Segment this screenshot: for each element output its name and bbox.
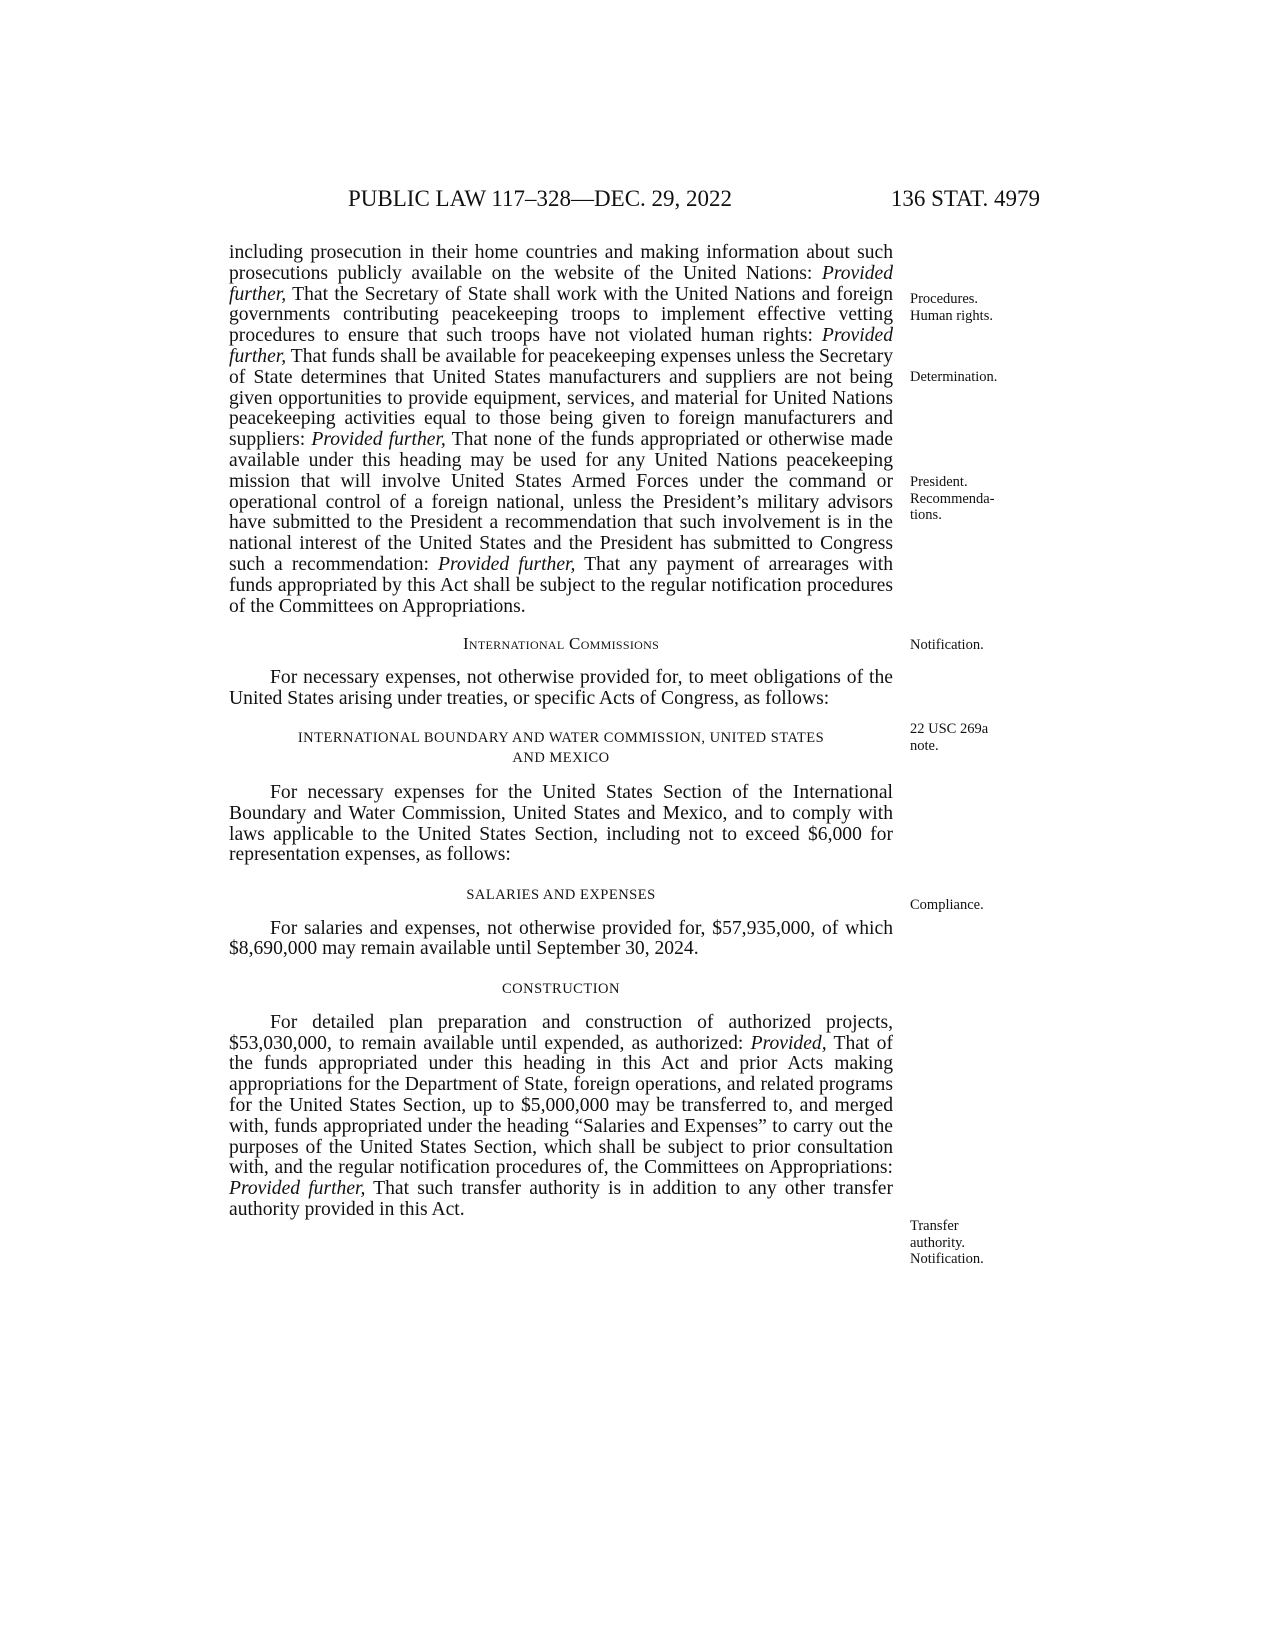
margin-note-compliance: Compliance.	[910, 897, 984, 913]
running-head	[348, 186, 1040, 216]
page-number: 136 STAT. 4979	[890, 186, 1040, 211]
margin-note-transfer-authority: Transfer authority. Notification.	[910, 1218, 984, 1267]
heading-international-commissions: International Commissions	[462, 634, 660, 654]
paragraph-peacekeeping: including prosecution in their home countries and making information about such prosecutions publicly available on the website of the United Nations: Provided further, That the Secretary of State shall work with the United Nations and foreign governments contributing peacekeeping troops to implement effective vetting procedures to ensure that such troops have not violated human rights: Provided further, That funds shall be available for peacekeeping expenses unless the Secretary of State determines that United States manufacturers and suppliers are not being given opportunities to provide equipment, services, and material for United Nations peacekeeping activities equal to those being given to foreign manufacturers and suppliers: Provided further, That none of the funds appropriated or otherwise made available under this heading may be used for any United Nations peacekeeping mission that will involve United States Armed Forces under the command or operational control of a foreign national, unless the President’s military advisors have submitted to the President a recommendation that such involvement is in the national interest of the United States and the President has submitted to Congress such a recommendation: Provided further, That any payment of arrearages with funds appropriated by this Act shall be subject to the regular notification procedures of the Committees on Appropriations.	[229, 242, 893, 617]
margin-note-president: President. Recommenda- tions.	[910, 474, 995, 523]
margin-note-determination: Determination.	[910, 369, 998, 385]
heading-construction: CONSTRUCTION	[502, 981, 620, 998]
margin-note-notification: Notification.	[910, 637, 984, 653]
margin-note-procedures: Procedures. Human rights.	[910, 291, 993, 324]
body-column	[229, 243, 893, 1221]
paragraph-construction: For detailed plan preparation and construction of authorized projects, $53,030,000, to remain available until expended, as authorized: Provided, That of the funds appropriated under this heading in this Act and prior Acts making appropriations for the Department of State, foreign operations, and related programs for the United States Section, up to $5,000,000 may be transferred to, and merged with, funds appropriated under the heading “Salaries and Expenses” to carry out the purposes of the United States Section, which shall be subject to prior consultation with, and the regular notification procedures of, the Committees on Appropriations: Provided further, That such transfer authority is in addition to any other transfer authority provided in this Act.	[229, 1011, 894, 1220]
heading-ibwc: INTERNATIONAL BOUNDARY AND WATER COMMISSION, UNITED STATES AND MEXICO	[297, 729, 825, 767]
margin-note-usc-citation: 22 USC 269a note.	[910, 721, 989, 754]
heading-salaries-expenses: SALARIES AND EXPENSES	[466, 887, 656, 904]
paragraph-intl-commissions: For necessary expenses, not otherwise provided for, to meet obligations of the United States arising under treaties, or specific Acts of Congress, as follows:	[229, 667, 893, 710]
paragraph-salaries: For salaries and expenses, not otherwise provided for, $57,935,000, of which $8,690,000 may remain available until September 30, 2024.	[229, 917, 893, 960]
law-title: PUBLIC LAW 117–328—DEC. 29, 2022	[348, 186, 733, 211]
paragraph-ibwc: For necessary expenses for the United States Section of the International Boundary and Water Commission, United States and Mexico, and to comply with laws applicable to the United States Section, including not to exceed $6,000 for representation expenses, as follows:	[229, 781, 893, 866]
